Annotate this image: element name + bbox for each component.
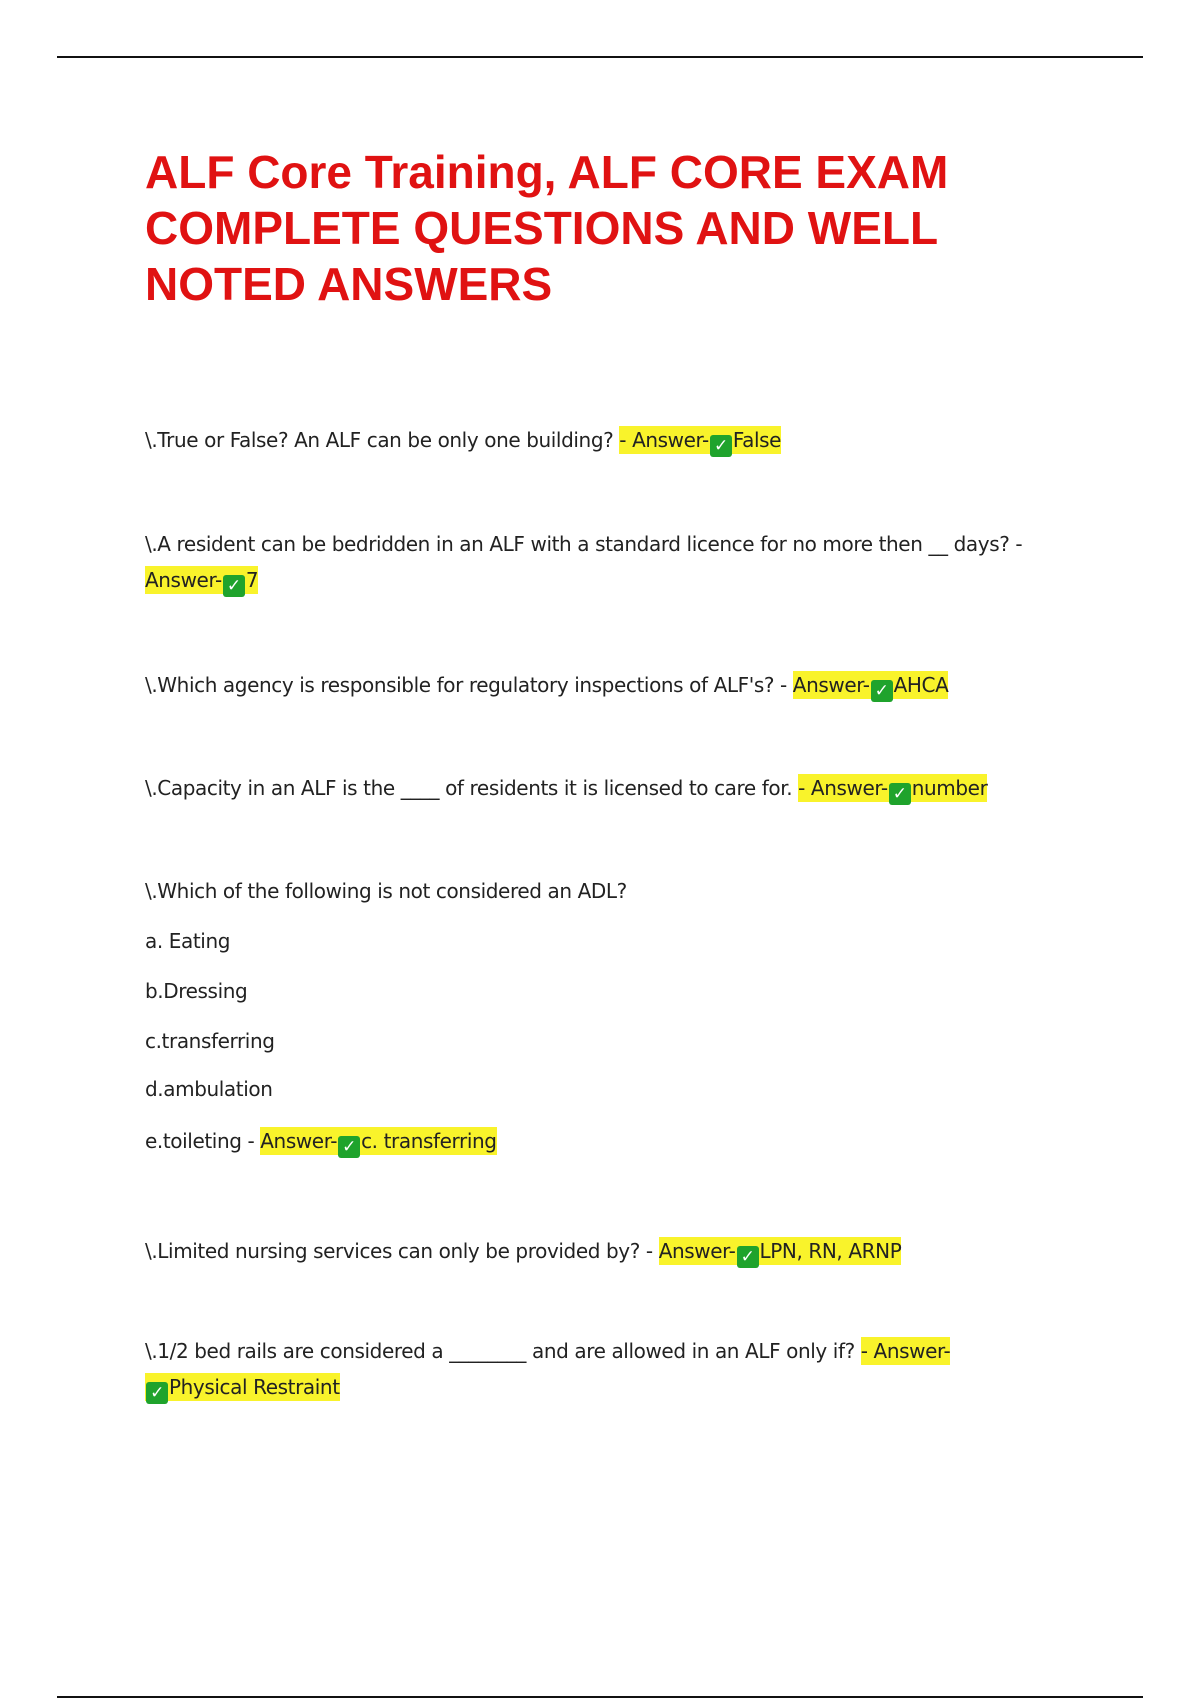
question-5 [145,873,1065,1159]
answer-prefix: - Answer- [860,1339,951,1363]
question-2 [145,526,1065,598]
answer-text: c. transferring [361,1129,497,1153]
question-7 [145,1333,1065,1405]
question-1 [145,422,1065,458]
footer-rule [57,1696,1143,1698]
option-a: a. Eating [145,929,231,953]
document-title [145,144,1105,312]
check-mark-icon: ✓ [737,1246,759,1268]
check-mark-icon: ✓ [338,1136,360,1158]
title-line: ALF Core Training, ALF CORE EXAM [145,146,949,198]
question-text: \.A resident can be bedridden in an ALF with a standard licence for no more then __ days? - [145,532,1023,556]
option-b: b.Dressing [145,979,248,1003]
answer-prefix: Answer- [792,673,870,697]
check-mark-icon: ✓ [223,575,245,597]
question-3 [145,667,1065,703]
answer-prefix: Answer- [260,1129,338,1153]
header-rule [57,56,1143,58]
answer-highlight [619,426,781,454]
title-line: COMPLETE QUESTIONS AND WELL [145,202,939,254]
option-d: d.ambulation [145,1077,273,1101]
answer-text: LPN, RN, ARNP [759,1239,902,1263]
question-text: \.Capacity in an ALF is the ____ of residents it is licensed to care for. [145,776,799,800]
answer-prefix: - Answer- [619,428,709,452]
answer-text: False [732,428,782,452]
answer-prefix: - Answer- [798,776,888,800]
answer-text: Physical Restraint [169,1375,340,1399]
question-text: \.1/2 bed rails are considered a ________ and are allowed in an ALF only if? [145,1339,861,1363]
answer-highlight [861,1337,951,1365]
question-4 [145,770,1065,806]
answer-text: AHCA [893,673,949,697]
option-c: c.transferring [145,1029,275,1053]
question-text: \.Which agency is responsible for regulatory inspections of ALF's? - [145,673,793,697]
answer-text: number [911,776,988,800]
answer-highlight [145,566,258,594]
answer-highlight [798,774,987,802]
question-6 [145,1233,1065,1269]
answer-highlight [260,1127,496,1155]
answer-highlight [659,1237,902,1265]
question-text: \.Which of the following is not considered an ADL? [145,879,627,903]
check-mark-icon: ✓ [889,783,911,805]
title-line: NOTED ANSWERS [145,258,553,310]
answer-prefix: Answer- [145,568,222,592]
question-text: \.True or False? An ALF can be only one building? [145,428,620,452]
answer-prefix: Answer- [658,1239,736,1263]
option-e: e.toileting - [145,1129,261,1153]
answer-highlight [793,671,949,699]
check-mark-icon: ✓ [710,435,732,457]
check-mark-icon: ✓ [871,680,893,702]
check-mark-icon: ✓ [146,1382,168,1404]
answer-text: 7 [245,568,259,592]
question-text: \.Limited nursing services can only be provided by? - [145,1239,659,1263]
answer-highlight [145,1373,340,1401]
